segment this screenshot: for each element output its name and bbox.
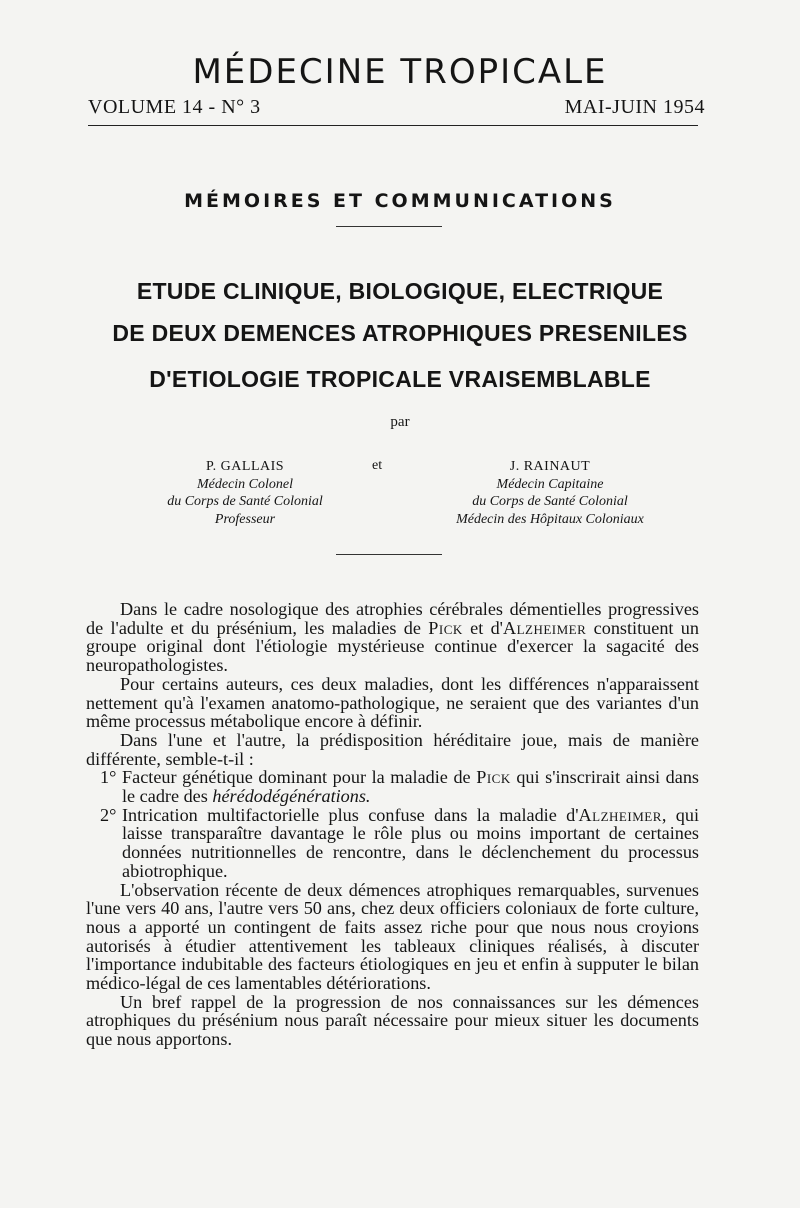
byline-par: par [390,414,410,430]
author-block-gallais [130,458,360,528]
name-alzheimer: Alzheimer [578,804,662,825]
list-item: 2° Intrication multifactorielle plus confuse dans la maladie d'Alzheimer, qui laisse transparaître davantage le rôle plus ou moins important de certaines données nutritionnelles de rencontre, dans le déclenchement du processus abiotrophique. [100,804,700,881]
paragraph-heredity: Dans l'une et l'autre, la prédisposition héréditaire joue, mais de manière différente, semble-t-il : [86,729,699,769]
name-pick: Pick [428,617,463,638]
list-item: 1° Facteur génétique dominant pour la maladie de Pick qui s'inscrirait ainsi dans le cadre des hérédodégénérations. [100,767,699,807]
byline-divider [336,554,442,555]
author-name: P. GALLAIS [205,459,285,474]
author-corps: du Corps de Santé Colonial [472,494,628,509]
volume-number: VOLUME 14 - N° 3 [88,96,261,118]
author-rank: Médecin Capitaine [496,476,604,492]
author-title: Médecin des Hôpitaux Coloniaux [456,511,644,527]
author-corps: du Corps de Santé Colonial [167,494,323,509]
article-title-line-2: DE DEUX DEMENCES ATROPHIQUES PRESENILES [112,320,688,346]
list-number: 1° [100,767,117,788]
name-pick: Pick [476,767,511,788]
article-title-line-3: D'ETIOLOGIE TROPICALE VRAISEMBLABLE [149,366,651,392]
name-alzheimer: Alzheimer [502,617,587,638]
paragraph-authors-view: Pour certains auteurs, ces deux maladies, dont les différences n'apparaissent nettement qu'à l'examen anatomo-pathologique, ne seraient que des variantes d'un même processus métabolique encore à définir. [86,673,699,732]
article-title-line-1: ETUDE CLINIQUE, BIOLOGIQUE, ELECTRIQUE [136,278,664,304]
author-name: J. RAINAUT [509,459,591,474]
byline-et: et [372,458,383,473]
section-divider [336,226,442,227]
journal-title: MÉDECINE TROPICALE [192,52,608,92]
author-title: Professeur [214,511,276,527]
paragraph-recall: Un bref rappel de la progression de nos connaissances sur les démences atrophiques du présénium nous paraît nécessaire pour mieux situer les documents que nous apportons. [86,991,699,1050]
paragraph-intro: Dans le cadre nosologique des atrophies cérébrales démentielles progressives de l'adulte et du présénium, les maladies de Pick et d'Alzheimer constituent un groupe original dont l'étiologie mystérieuse continue d'exercer la sagacité des neuropathologistes. [86,599,699,676]
section-heading: MÉMOIRES ET COMMUNICATIONS [184,190,616,212]
article-body [86,600,699,1049]
author-rank: Médecin Colonel [196,476,294,492]
paragraph-observation: L'observation récente de deux démences atrophiques remarquables, survenues l'une vers 40 ans, l'autre vers 50 ans, chez deux officiers coloniaux de forte culture, nous a apporté un contingent de faits assez riche pour que nous nous croyions autorisés à étudier attentivement les tableaux cliniques réalisés, à discuter l'importance indubitable des facteurs étiologiques en jeu et enfin à supputer le bilan médico-légal de ces lamentables détériorations. [86,879,699,994]
issue-date: MAI-JUIN 1954 [564,96,705,118]
italic-term: hérédodégénérations. [212,786,371,807]
author-block-rainaut [400,458,700,528]
header-rule [88,125,698,126]
list-number: 2° [100,804,117,825]
